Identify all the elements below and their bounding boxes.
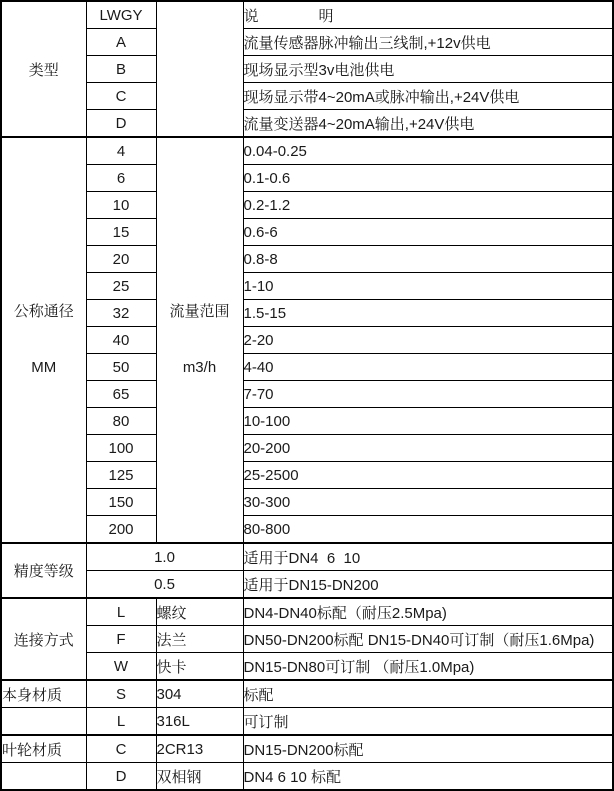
dn-value-cell: 15 <box>86 219 156 246</box>
material-code-cell: L <box>86 708 156 736</box>
material-label-cell: 本身材质 <box>1 680 86 708</box>
flow-range-cell: 1.5-15 <box>243 300 613 327</box>
flow-range-label-line2: m3/h <box>182 359 217 376</box>
material-name-cell: 316L <box>156 708 243 736</box>
connection-desc-cell: DN4-DN40标配（耐压2.5Mpa) <box>243 598 613 626</box>
connection-code-cell: W <box>86 653 156 681</box>
material-desc-cell: 可订制 <box>243 708 613 736</box>
material-label-cell <box>1 763 86 791</box>
type-desc-cell: 现场显示型3v电池供电 <box>243 56 613 83</box>
material-label-cell <box>1 708 86 736</box>
type-label-cell: 类型 <box>1 1 86 137</box>
flow-range-cell: 30-300 <box>243 489 613 516</box>
type-code-cell: B <box>86 56 156 83</box>
type-empty-cell <box>156 1 243 137</box>
dn-value-cell: 65 <box>86 381 156 408</box>
type-desc-cell: 现场显示带4~20mA或脉冲输出,+24V供电 <box>243 83 613 110</box>
dn-value-cell: 125 <box>86 462 156 489</box>
accuracy-desc-cell: 适用于DN15-DN200 <box>243 571 613 599</box>
flow-range-cell: 2-20 <box>243 327 613 354</box>
material-desc-cell: DN15-DN200标配 <box>243 735 613 763</box>
flow-range-cell: 0.2-1.2 <box>243 192 613 219</box>
connection-code-cell: F <box>86 626 156 653</box>
type-code-cell: D <box>86 110 156 138</box>
dn-value-cell: 200 <box>86 516 156 544</box>
connection-name-cell: 快卡 <box>156 653 243 681</box>
flow-range-cell: 10-100 <box>243 408 613 435</box>
connection-name-cell: 螺纹 <box>156 598 243 626</box>
dn-value-cell: 50 <box>86 354 156 381</box>
accuracy-desc-cell: 适用于DN4 6 10 <box>243 543 613 571</box>
flow-range-cell: 0.8-8 <box>243 246 613 273</box>
material-code-cell: S <box>86 680 156 708</box>
connection-name-cell: 法兰 <box>156 626 243 653</box>
flow-range-cell: 4-40 <box>243 354 613 381</box>
dn-value-cell: 80 <box>86 408 156 435</box>
material-code-cell: D <box>86 763 156 791</box>
accuracy-label-cell: 精度等级 <box>1 543 86 598</box>
flow-range-cell: 0.6-6 <box>243 219 613 246</box>
diameter-label-cell <box>1 137 86 543</box>
material-name-cell: 2CR13 <box>156 735 243 763</box>
lwgy-header-cell: LWGY <box>86 1 156 29</box>
dn-value-cell: 4 <box>86 137 156 165</box>
flow-range-cell: 80-800 <box>243 516 613 544</box>
flow-range-cell: 25-2500 <box>243 462 613 489</box>
type-code-cell: C <box>86 83 156 110</box>
material-name-cell: 304 <box>156 680 243 708</box>
material-label-cell: 叶轮材质 <box>1 735 86 763</box>
material-desc-cell: DN4 6 10 标配 <box>243 763 613 791</box>
flow-range-cell: 0.1-0.6 <box>243 165 613 192</box>
diameter-label-line1: 公称通径 <box>13 303 74 320</box>
dn-value-cell: 25 <box>86 273 156 300</box>
flow-range-cell: 20-200 <box>243 435 613 462</box>
flow-range-cell: 7-70 <box>243 381 613 408</box>
desc-header-cell: 说 明 <box>243 1 613 29</box>
connection-desc-cell: DN15-DN80可订制 （耐压1.0Mpa) <box>243 653 613 681</box>
type-code-cell: A <box>86 29 156 56</box>
dn-value-cell: 6 <box>86 165 156 192</box>
dn-value-cell: 32 <box>86 300 156 327</box>
accuracy-class-cell: 0.5 <box>86 571 243 599</box>
dn-value-cell: 100 <box>86 435 156 462</box>
dn-value-cell: 10 <box>86 192 156 219</box>
material-desc-cell: 标配 <box>243 680 613 708</box>
material-name-cell: 双相钢 <box>156 763 243 791</box>
diameter-label-line2: MM <box>31 359 57 376</box>
connection-desc-cell: DN50-DN200标配 DN15-DN40可订制（耐压1.6Mpa) <box>243 626 613 653</box>
dn-value-cell: 150 <box>86 489 156 516</box>
type-desc-cell: 流量变送器4~20mA输出,+24V供电 <box>243 110 613 138</box>
flow-range-cell: 0.04-0.25 <box>243 137 613 165</box>
flow-range-label-cell <box>156 137 243 543</box>
accuracy-class-cell: 1.0 <box>86 543 243 571</box>
connection-code-cell: L <box>86 598 156 626</box>
flow-range-label-line1: 流量范围 <box>169 303 230 320</box>
connection-label-cell: 连接方式 <box>1 598 86 680</box>
dn-value-cell: 40 <box>86 327 156 354</box>
material-code-cell: C <box>86 735 156 763</box>
flow-range-cell: 1-10 <box>243 273 613 300</box>
type-desc-cell: 流量传感器脉冲输出三线制,+12v供电 <box>243 29 613 56</box>
dn-value-cell: 20 <box>86 246 156 273</box>
